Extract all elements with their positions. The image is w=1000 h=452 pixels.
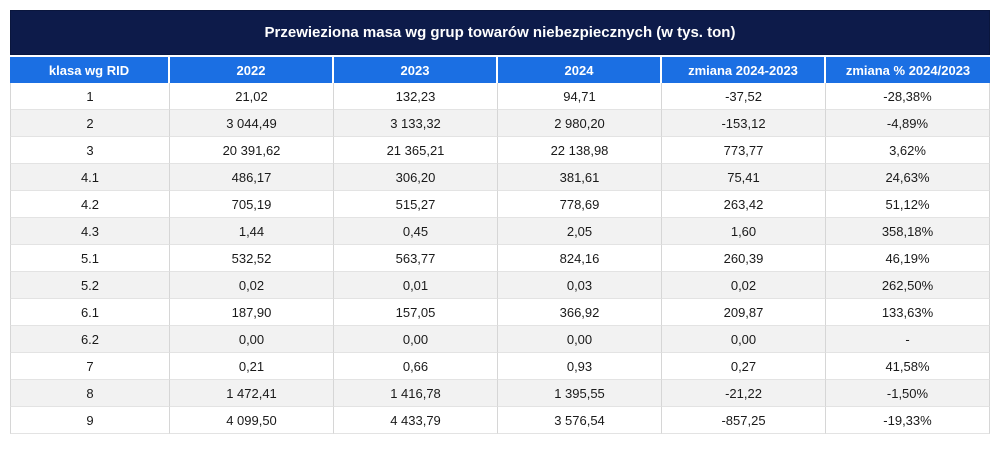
table-cell: 2,05 <box>498 218 662 245</box>
table-cell: -19,33% <box>826 407 990 434</box>
table-row <box>10 137 990 164</box>
table-cell: 0,00 <box>334 326 498 353</box>
table-cell: 209,87 <box>662 299 826 326</box>
table-row <box>10 380 990 407</box>
table-cell: 132,23 <box>334 83 498 110</box>
table-cell: 4.1 <box>10 164 170 191</box>
table-cell: 306,20 <box>334 164 498 191</box>
table-cell: 705,19 <box>170 191 334 218</box>
table-cell: -21,22 <box>662 380 826 407</box>
table-cell: 0,93 <box>498 353 662 380</box>
column-header: 2024 <box>498 57 662 83</box>
table-row <box>10 407 990 434</box>
table-row <box>10 191 990 218</box>
table-cell: 6.2 <box>10 326 170 353</box>
table-cell: 563,77 <box>334 245 498 272</box>
table-cell: 4 099,50 <box>170 407 334 434</box>
table-cell: -37,52 <box>662 83 826 110</box>
table-body <box>10 83 990 434</box>
table-cell: 41,58% <box>826 353 990 380</box>
table-cell: 6.1 <box>10 299 170 326</box>
table-cell: 1 395,55 <box>498 380 662 407</box>
table-cell: 4 433,79 <box>334 407 498 434</box>
table-row <box>10 83 990 110</box>
table-cell: 0,03 <box>498 272 662 299</box>
column-header: 2022 <box>170 57 334 83</box>
table-cell: 4.2 <box>10 191 170 218</box>
table-cell: -4,89% <box>826 110 990 137</box>
table-cell: 5.2 <box>10 272 170 299</box>
column-header: zmiana % 2024/2023 <box>826 57 990 83</box>
table-cell: 0,66 <box>334 353 498 380</box>
column-header: 2023 <box>334 57 498 83</box>
table-cell: 0,01 <box>334 272 498 299</box>
table-row <box>10 245 990 272</box>
header-row <box>10 57 990 83</box>
table-row <box>10 164 990 191</box>
column-header: zmiana 2024-2023 <box>662 57 826 83</box>
table-cell: -28,38% <box>826 83 990 110</box>
table-cell: 515,27 <box>334 191 498 218</box>
table-cell: 3,62% <box>826 137 990 164</box>
table-cell: 133,63% <box>826 299 990 326</box>
table-cell: 3 <box>10 137 170 164</box>
table-row <box>10 272 990 299</box>
table-cell: 1 <box>10 83 170 110</box>
table-cell: 1,44 <box>170 218 334 245</box>
table-cell: 0,27 <box>662 353 826 380</box>
table-container <box>10 10 990 434</box>
table-cell: 778,69 <box>498 191 662 218</box>
table-row <box>10 299 990 326</box>
table-cell: 366,92 <box>498 299 662 326</box>
table-cell: 262,50% <box>826 272 990 299</box>
table-cell: 51,12% <box>826 191 990 218</box>
table-row <box>10 110 990 137</box>
table-cell: 0,02 <box>170 272 334 299</box>
table-cell: 94,71 <box>498 83 662 110</box>
table-cell: 9 <box>10 407 170 434</box>
table-cell: -1,50% <box>826 380 990 407</box>
table-cell: 2 980,20 <box>498 110 662 137</box>
table-cell: 0,00 <box>170 326 334 353</box>
table-cell: 260,39 <box>662 245 826 272</box>
table-cell: 8 <box>10 380 170 407</box>
table-cell: 4.3 <box>10 218 170 245</box>
table-cell: 21,02 <box>170 83 334 110</box>
table-cell: 0,00 <box>662 326 826 353</box>
table-cell: 486,17 <box>170 164 334 191</box>
table-cell: 24,63% <box>826 164 990 191</box>
table-cell: 75,41 <box>662 164 826 191</box>
table-cell: 0,02 <box>662 272 826 299</box>
table-cell: 532,52 <box>170 245 334 272</box>
table-cell: 46,19% <box>826 245 990 272</box>
column-header: klasa wg RID <box>10 57 170 83</box>
table-cell: 20 391,62 <box>170 137 334 164</box>
table-cell: 3 044,49 <box>170 110 334 137</box>
table-cell: 1 416,78 <box>334 380 498 407</box>
table-cell: 2 <box>10 110 170 137</box>
table-cell: 187,90 <box>170 299 334 326</box>
table-cell: 21 365,21 <box>334 137 498 164</box>
table-cell: 1,60 <box>662 218 826 245</box>
table-cell: 3 133,32 <box>334 110 498 137</box>
table-cell: 5.1 <box>10 245 170 272</box>
table-cell: -153,12 <box>662 110 826 137</box>
table-cell: 773,77 <box>662 137 826 164</box>
table-cell: - <box>826 326 990 353</box>
table-cell: 381,61 <box>498 164 662 191</box>
table-cell: 7 <box>10 353 170 380</box>
table-row <box>10 353 990 380</box>
table-cell: 824,16 <box>498 245 662 272</box>
table-cell: 22 138,98 <box>498 137 662 164</box>
table-title: Przewieziona masa wg grup towarów niebezpiecznych (w tys. ton) <box>10 10 990 55</box>
table-cell: 0,00 <box>498 326 662 353</box>
table-row <box>10 218 990 245</box>
table-cell: 0,21 <box>170 353 334 380</box>
table-row <box>10 326 990 353</box>
table-cell: 157,05 <box>334 299 498 326</box>
table-cell: 3 576,54 <box>498 407 662 434</box>
table-cell: 263,42 <box>662 191 826 218</box>
data-table <box>10 57 990 434</box>
table-cell: 358,18% <box>826 218 990 245</box>
table-cell: 1 472,41 <box>170 380 334 407</box>
table-cell: -857,25 <box>662 407 826 434</box>
table-cell: 0,45 <box>334 218 498 245</box>
